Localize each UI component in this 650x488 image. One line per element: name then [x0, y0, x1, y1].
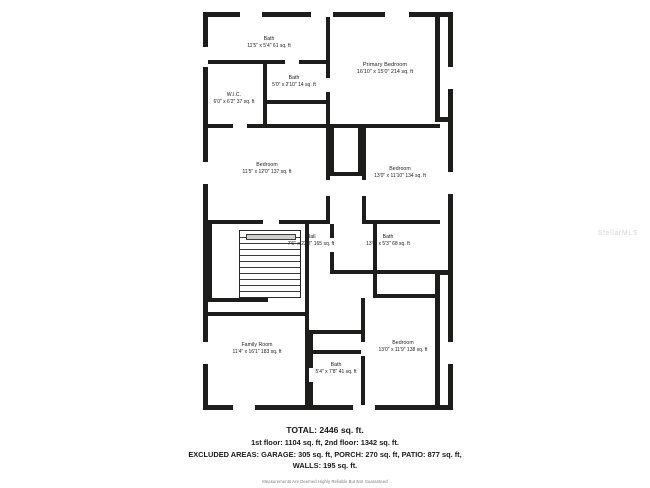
- window-bottom-left: [233, 405, 255, 410]
- window-left-3: [203, 342, 208, 364]
- disclaimer-text: Measurements Are Deemed Highly Reliable But Not Guaranteed: [262, 479, 388, 484]
- door-hall-stair: [263, 220, 279, 224]
- room-label-bedroom-right: Bedroom 13'0" x 11'10" 134 sq. ft: [374, 166, 426, 179]
- wall-right-inset-lower: [435, 270, 440, 405]
- window-left-2: [203, 162, 208, 184]
- room-label-bath-top: Bath 11'5" x 5'4" 61 sq. ft: [247, 36, 291, 49]
- window-top-right: [385, 12, 409, 17]
- walls-area: WALLS: 195 sq. ft.: [292, 461, 358, 470]
- wall-family-top: [208, 312, 309, 316]
- door-bath-top: [285, 60, 299, 64]
- room-label-bath-mid: Bath 13'0" x 5'3" 68 sq. ft: [366, 234, 410, 247]
- watermark: StellarMLS: [597, 230, 638, 237]
- wall-bath-mid-bottom: [334, 270, 440, 274]
- door-bedroom-left: [326, 180, 330, 196]
- door-wic: [233, 124, 247, 128]
- room-label-primary-bedroom: Primary Bedroom 16'10" x 15'0" 214 sq. ft: [356, 62, 414, 75]
- room-label-bedroom-bottom: Bedroom 13'0" x 11'9" 138 sq. ft: [378, 340, 428, 353]
- window-bottom-right: [353, 405, 375, 410]
- wall-small-bath-bottom: [263, 100, 330, 104]
- window-right-3: [448, 342, 453, 364]
- room-label-wic: W.I.C. 6'0" x 6'2" 37 sq. ft: [213, 92, 255, 105]
- window-left-1: [203, 47, 208, 67]
- door-bedroom-right: [362, 180, 366, 196]
- window-top-left: [240, 12, 262, 17]
- wall-bath-bottom-divider: [309, 350, 365, 354]
- floor-plan-drawing: [203, 12, 453, 410]
- wall-bath-bottom-top: [309, 330, 365, 334]
- floor-breakdown: 1st floor: 1104 sq. ft, 2nd floor: 1342 sq. ft.: [251, 438, 399, 447]
- area-summary: [0, 425, 650, 484]
- wall-upper-hall-bottom: [263, 124, 330, 128]
- total-area: TOTAL: 2446 sq. ft.: [286, 425, 364, 435]
- window-right-1: [448, 67, 453, 89]
- wall-closet-left: [330, 128, 334, 176]
- window-right-2: [448, 172, 453, 194]
- room-label-family-room: Family Room 11'4" x 16'1" 183 sq. ft: [232, 342, 282, 355]
- wall-stair-left: [208, 220, 212, 302]
- room-label-bath-small: Bath 5'0" x 2'10" 14 sq. ft: [272, 75, 316, 88]
- wall-primary-bottom: [330, 124, 440, 128]
- wall-bath-mid-divider: [373, 224, 377, 270]
- wall-stair-bottom: [208, 298, 268, 302]
- room-label-bath-bottom: Bath 5'4" x 7'8" 41 sq. ft: [315, 362, 357, 375]
- wall-interior-primary-left: [326, 17, 330, 127]
- room-label-hall: Hall 7'6" x 22'2" 165 sq. ft: [287, 234, 335, 247]
- excluded-areas: EXCLUDED AREAS: GARAGE: 305 sq. ft, PORCH: 270 sq. ft, PATIO: 877 sq. ft,: [188, 449, 462, 459]
- room-label-bedroom-left: Bedroom 11'5" x 12'0" 137 sq. ft: [242, 162, 292, 175]
- wall-right-inset-step: [435, 117, 453, 122]
- wall-bath-top-bottom: [208, 60, 330, 64]
- wall-closet-mid-bottom: [373, 294, 440, 298]
